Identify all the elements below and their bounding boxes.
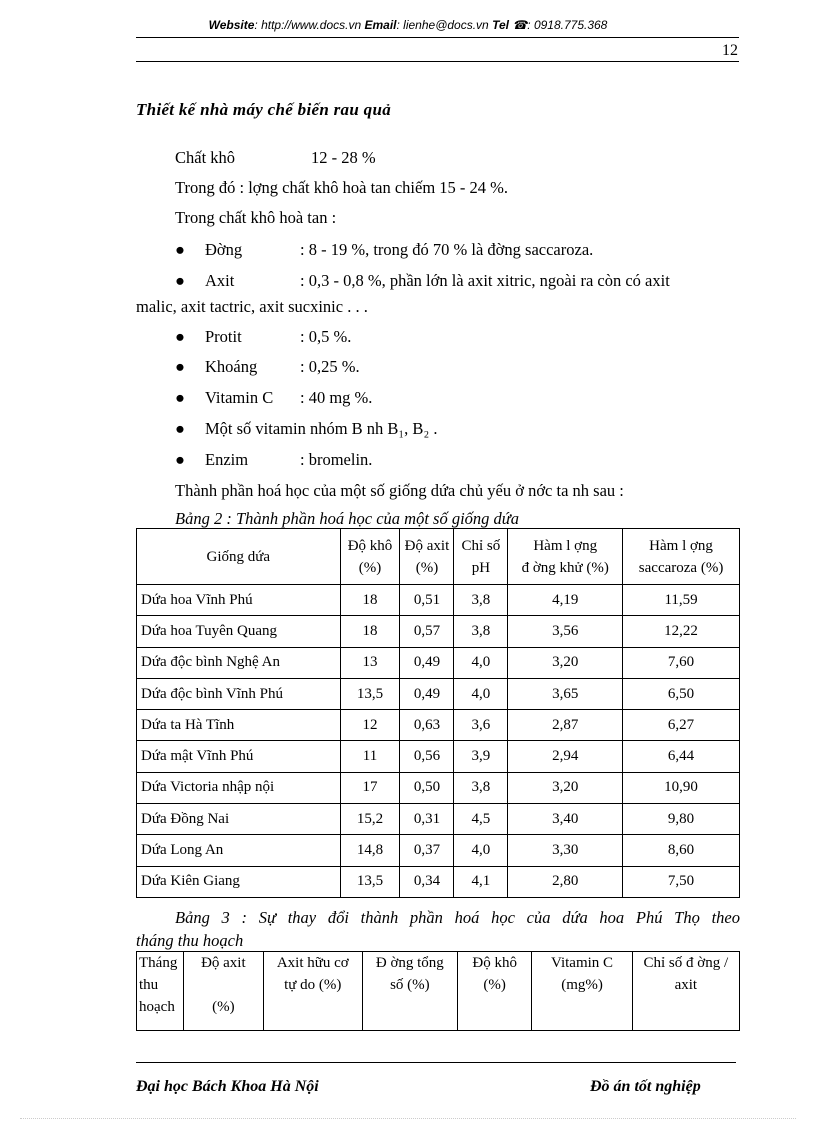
col-header-total-sugar: Đ ờng tổng số (%) [362,952,457,1031]
footer-university: Đại học Bách Khoa Hà Nội [136,1078,319,1095]
value-cell: 6,50 [623,678,740,709]
value-cell: 3,65 [508,678,623,709]
bullet-text: Một số vitamin nhóm B nh B₁, B₂ . [205,419,438,438]
value-cell: 3,8 [454,772,508,803]
composition-table [136,528,740,898]
col-header-acid: Độ axit (%) [400,529,454,585]
col-header-dry-matter: Độ khô (%) [457,952,532,1031]
body-line-4: Thành phần hoá học của một số giống dứa chủ yếu ở nớc ta nh sau : [175,481,624,500]
col-header-vitamin-c: Vitamin C (mg%) [532,952,632,1031]
bullet-mineral [175,357,360,377]
variety-cell: Dứa hoa Tuyên Quang [137,616,341,647]
dry-matter-value: 12 - 28 % [311,148,376,167]
value-cell: 7,60 [623,647,740,678]
value-cell: 17 [340,772,400,803]
bullet-vitamin-c [175,388,372,408]
value-cell: 0,63 [400,710,454,741]
email-value[interactable]: : lienhe@docs.vn [396,18,489,32]
value-cell: 4,0 [454,835,508,866]
harvest-table [136,951,740,1031]
value-cell: 7,50 [623,866,740,897]
value-cell: 18 [340,616,400,647]
bullet-acid [175,271,670,291]
bullet-icon: ● [175,388,185,407]
bullet-label: Đờng [205,240,243,259]
value-cell: 3,20 [508,772,623,803]
value-cell: 0,31 [400,804,454,835]
value-cell: 0,56 [400,741,454,772]
value-cell: 0,51 [400,585,454,616]
value-cell: 4,1 [454,866,508,897]
value-cell: 4,5 [454,804,508,835]
col-header-month: Tháng thu hoạch [137,952,184,1031]
table-row [137,647,740,678]
bullet-text: : 40 mg %. [300,388,373,407]
bullet-text: : 0,5 %. [300,327,352,346]
bullet-label: Enzim [205,450,249,469]
value-cell: 12,22 [623,616,740,647]
value-cell: 3,8 [454,616,508,647]
table-row [137,710,740,741]
table-row [137,616,740,647]
dry-matter-line [175,148,376,168]
footer-rule [136,1062,736,1063]
bullet-icon: ● [175,327,185,346]
doc-title: Thiết kế nhà máy chế biến rau quả [136,100,391,119]
dry-matter-label: Chất khô [175,148,236,167]
page-number: 12 [722,42,738,59]
table-row [137,741,740,772]
value-cell: 6,27 [623,710,740,741]
value-cell: 0,37 [400,835,454,866]
value-cell: 2,80 [508,866,623,897]
header-rule [136,37,739,38]
variety-cell: Dứa độc bình Vĩnh Phú [137,678,341,709]
variety-cell: Dứa độc bình Nghệ An [137,647,341,678]
table3-caption-cont: tháng thu hoạch [136,931,244,950]
variety-cell: Dứa Victoria nhập nội [137,772,341,803]
footer-thesis: Đồ án tốt nghiệp [590,1078,701,1095]
value-cell: 4,0 [454,647,508,678]
value-cell: 11,59 [623,585,740,616]
variety-cell: Dứa hoa Vĩnh Phú [137,585,341,616]
value-cell: 10,90 [623,772,740,803]
variety-cell: Dứa ta Hà Tĩnh [137,710,341,741]
bullet-label: Protit [205,327,242,346]
table2-caption: Bảng 2 : Thành phần hoá học của một số giống dứa [175,509,520,528]
bullet-text: : 8 - 19 %, trong đó 70 % là đờng saccaroza. [300,240,594,259]
variety-cell: Dứa Kiên Giang [137,866,341,897]
value-cell: 11 [340,741,400,772]
value-cell: 3,20 [508,647,623,678]
value-cell: 9,80 [623,804,740,835]
phone-icon: ☎ [512,18,528,32]
value-cell: 3,30 [508,835,623,866]
variety-cell: Dứa Long An [137,835,341,866]
col-header-saccharose: Hàm l ợng saccaroza (%) [623,529,740,585]
bullet-text: : 0,3 - 0,8 %, phần lớn là axit xitric, ngoài ra còn có axit [300,271,670,290]
col-header-dry: Độ khô (%) [340,529,400,585]
col-header-ph: Chỉ số pH [454,529,508,585]
bullet-label: Axit [205,271,235,290]
value-cell: 3,6 [454,710,508,741]
bullet-text: : 0,25 %. [300,357,360,376]
bullet-vitamin-b [175,419,437,439]
value-cell: 14,8 [340,835,400,866]
value-cell: 0,34 [400,866,454,897]
bullet-sugar [175,240,593,260]
bullet-text: : bromelin. [300,450,373,469]
value-cell: 0,50 [400,772,454,803]
value-cell: 3,40 [508,804,623,835]
header-rule-2 [136,61,739,62]
value-cell: 0,49 [400,647,454,678]
page-edge [20,1118,796,1119]
value-cell: 3,8 [454,585,508,616]
bullet-icon: ● [175,357,185,376]
value-cell: 6,44 [623,741,740,772]
website-value[interactable]: : http://www.docs.vn [254,18,362,32]
value-cell: 12 [340,710,400,741]
variety-cell: Dứa Đồng Nai [137,804,341,835]
col-header-acidity: Độ axit (%) [184,952,264,1031]
table-row [137,585,740,616]
value-cell: 2,87 [508,710,623,741]
value-cell: 13,5 [340,866,400,897]
table-row [137,804,740,835]
tel-label: Tel [492,18,509,32]
table-row [137,678,740,709]
website-label: Website [208,18,255,32]
table-row [137,835,740,866]
bullet-enzyme [175,450,372,470]
value-cell: 8,60 [623,835,740,866]
bullet-acid-cont: malic, axit tactric, axit sucxinic . . . [136,297,368,316]
tel-value: : 0918.775.368 [527,18,608,32]
value-cell: 13,5 [340,678,400,709]
site-header [0,18,816,32]
variety-cell: Dứa mật Vĩnh Phú [137,741,341,772]
value-cell: 4,19 [508,585,623,616]
email-label: Email [364,18,397,32]
col-header-free-acid: Axit hữu cơ tự do (%) [263,952,362,1031]
value-cell: 18 [340,585,400,616]
col-header-reducing-sugar: Hàm l ợng đ ờng khử (%) [508,529,623,585]
value-cell: 13 [340,647,400,678]
bullet-icon: ● [175,240,185,259]
table-row [137,866,740,897]
value-cell: 0,57 [400,616,454,647]
bullet-icon: ● [175,450,185,469]
value-cell: 2,94 [508,741,623,772]
value-cell: 0,49 [400,678,454,709]
value-cell: 4,0 [454,678,508,709]
bullet-label: Vitamin C [205,388,274,407]
bullet-protein [175,327,351,347]
table3-caption: Bảng 3 : Sự thay đổi thành phần hoá học của dứa hoa Phú Thọ theo [175,908,740,927]
bullet-label: Khoáng [205,357,258,376]
body-line-2: Trong đó : lợng chất khô hoà tan chiếm 15 - 24 %. [175,178,509,197]
table-row [137,772,740,803]
value-cell: 3,56 [508,616,623,647]
value-cell: 3,9 [454,741,508,772]
col-header-variety: Giống dứa [137,529,341,585]
bullet-icon: ● [175,419,185,438]
bullet-icon: ● [175,271,185,290]
value-cell: 15,2 [340,804,400,835]
col-header-sugar-acid-ratio: Chỉ số đ ờng / axit [632,952,739,1031]
body-line-3: Trong chất khô hoà tan : [175,208,337,227]
